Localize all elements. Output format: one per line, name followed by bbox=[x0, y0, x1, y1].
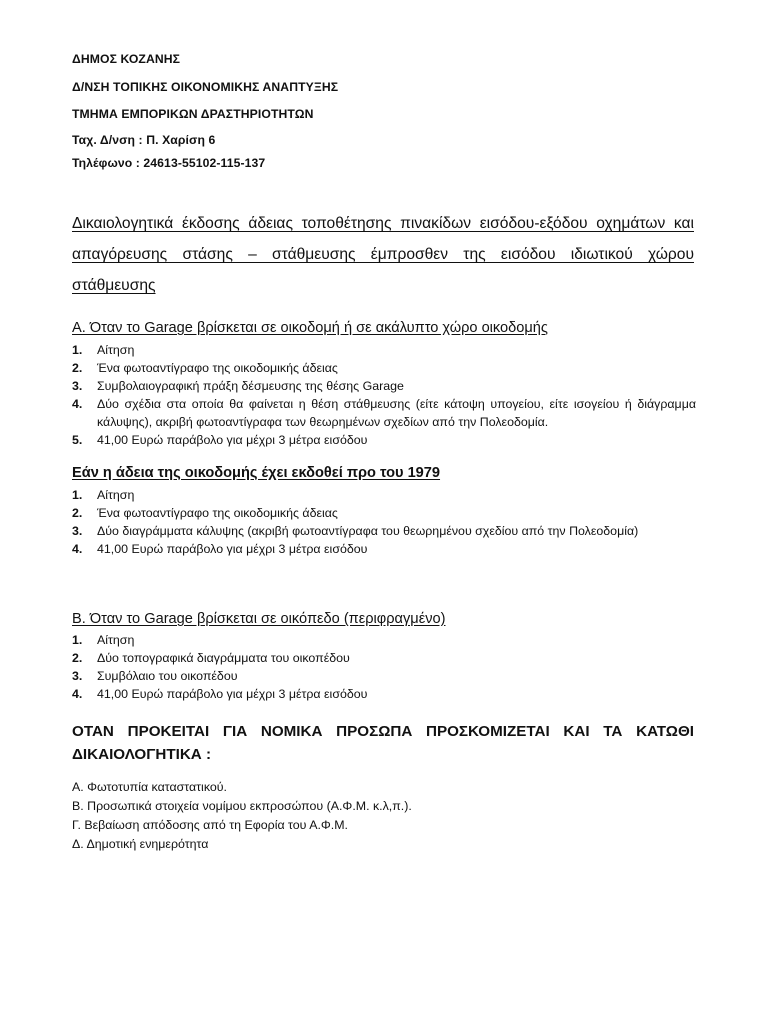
list-item: 3. Συμβόλαιο του οικοπέδου bbox=[72, 669, 238, 683]
section-b-heading: Β. Όταν το Garage βρίσκεται σε οικόπεδο (περιφραγμένο) bbox=[72, 611, 446, 627]
list-item: 4. Δύο σχέδια στα οποία θα φαίνεται η θέση στάθμευσης (είτε κάτοψη υπογείου, είτε ισογείου ή διάγραμμα κάλυψης), ακριβή φωτοαντίγραφα των θεωρημένων σχεδίων από την Πολεοδομία. bbox=[72, 397, 696, 429]
list-item: 4. 41,00 Ευρώ παράβολο για μέχρι 3 μέτρα εισόδου bbox=[72, 687, 368, 701]
list-item: Γ. Βεβαίωση απόδοσης από τη Εφορία του Α.Φ.Μ. bbox=[72, 818, 348, 832]
municipality-name: ΔΗΜΟΣ ΚΟΖΑΝΗΣ bbox=[72, 52, 181, 66]
section-b-list bbox=[72, 631, 696, 703]
list-item: Β. Προσωπικά στοιχεία νομίμου εκπροσώπου (Α.Φ.Μ. κ.λ,π.). bbox=[72, 799, 412, 813]
list-item: 2. Ένα φωτοαντίγραφο της οικοδομικής άδειας bbox=[72, 361, 338, 375]
legal-entities-list bbox=[72, 778, 412, 854]
list-item: 1. Αίτηση bbox=[72, 343, 135, 357]
legal-entities-heading: ΟΤΑΝ ΠΡΟΚΕΙΤΑΙ ΓΙΑ ΝΟΜΙΚΑ ΠΡΟΣΩΠΑ ΠΡΟΣΚΟΜΙΖΕΤΑΙ ΚΑΙ ΤΑ ΚΑΤΩΘΙ ΔΙΚΑΙΟΛΟΓΗΤΙΚΑ : bbox=[72, 723, 694, 763]
list-item: 5. 41,00 Ευρώ παράβολο για μέχρι 3 μέτρα εισόδου bbox=[72, 433, 368, 447]
section-a-list bbox=[72, 341, 696, 449]
list-item: 1. Αίτηση bbox=[72, 633, 135, 647]
pre-1979-heading: Εάν η άδεια της οικοδομής έχει εκδοθεί προ του 1979 bbox=[72, 465, 441, 481]
list-item: 4. 41,00 Ευρώ παράβολο για μέχρι 3 μέτρα εισόδου bbox=[72, 542, 368, 556]
department-name: ΤΜΗΜΑ ΕΜΠΟΡΙΚΩΝ ΔΡΑΣΤΗΡΙΟΤΗΤΩΝ bbox=[72, 107, 314, 121]
list-item: 1. Αίτηση bbox=[72, 488, 135, 502]
directorate-name: Δ/ΝΣΗ ΤΟΠΙΚΗΣ ΟΙΚΟΝΟΜΙΚΗΣ ΑΝΑΠΤΥΞΗΣ bbox=[72, 80, 339, 94]
phone-number: Τηλέφωνο : 24613-55102-115-137 bbox=[72, 156, 266, 170]
list-item: 3. Δύο διαγράμματα κάλυψης (ακριβή φωτοαντίγραφα του θεωρημένου σχεδίου από την Πολεοδομία) bbox=[72, 524, 639, 538]
section-a-heading: Α. Όταν το Garage βρίσκεται σε οικοδομή ή σε ακάλυπτο χώρο οικοδομής bbox=[72, 320, 548, 336]
list-item: 2. Ένα φωτοαντίγραφο της οικοδομικής άδειας bbox=[72, 506, 338, 520]
list-item: Α. Φωτοτυπία καταστατικού. bbox=[72, 780, 227, 794]
list-item: 2. Δύο τοπογραφικά διαγράμματα του οικοπέδου bbox=[72, 651, 350, 665]
document-title: Δικαιολογητικά έκδοσης άδειας τοποθέτησης πινακίδων εισόδου-εξόδου οχημάτων και απαγόρευσης στάσης – στάθμευσης έμπροσθεν της εισόδου ιδιωτικού χώρου στάθμευσης bbox=[72, 215, 694, 294]
list-item: Δ. Δημοτική ενημερότητα bbox=[72, 837, 209, 851]
list-item: 3. Συμβολαιογραφική πράξη δέσμευσης της θέσης Garage bbox=[72, 379, 404, 393]
postal-address: Ταχ. Δ/νση : Π. Χαρίση 6 bbox=[72, 133, 216, 147]
pre-1979-list bbox=[72, 486, 696, 558]
